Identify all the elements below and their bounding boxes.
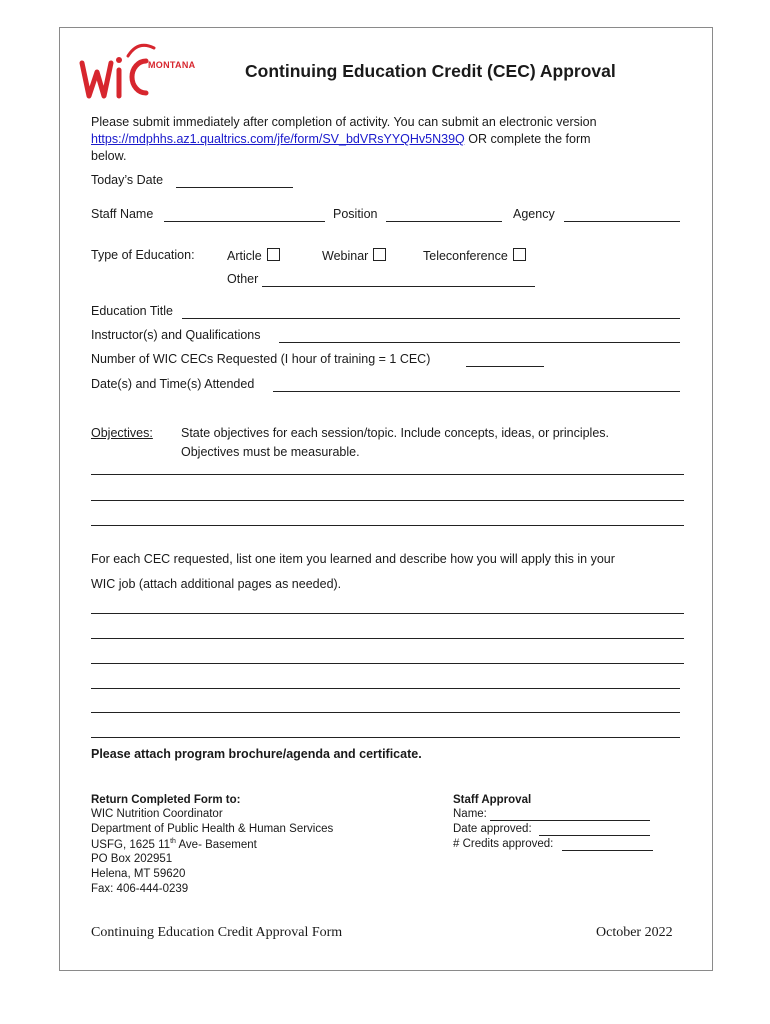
position-label: Position — [333, 207, 378, 221]
intro-after-link: OR complete the form — [464, 132, 591, 146]
staff-approval-heading: Staff Approval — [453, 794, 532, 806]
staff-name-label: Staff Name — [91, 207, 154, 221]
return-address-street: USFG, 1625 11 — [91, 838, 171, 851]
todays-date-field[interactable] — [176, 187, 293, 188]
article-label: Article — [227, 249, 262, 263]
objectives-line-1[interactable] — [91, 474, 684, 475]
teleconference-checkbox[interactable] — [513, 248, 526, 261]
objectives-label: Objectives: — [91, 426, 153, 440]
learned-text-2: WIC job (attach additional pages as needed). — [91, 577, 342, 591]
webinar-checkbox[interactable] — [373, 248, 386, 261]
agency-field[interactable] — [564, 221, 680, 222]
teleconference-label: Teleconference — [423, 249, 508, 263]
instructors-field[interactable] — [279, 342, 680, 343]
return-address-superscript: th — [170, 838, 176, 845]
return-line-6: Fax: 406-444-0239 — [91, 883, 189, 895]
webinar-label: Webinar — [322, 249, 369, 263]
education-title-label: Education Title — [91, 304, 173, 318]
position-field[interactable] — [386, 221, 502, 222]
credits-approved-field[interactable] — [562, 850, 653, 851]
date-approved-field[interactable] — [539, 835, 650, 836]
learned-line-1[interactable] — [91, 613, 684, 614]
learned-text-1: For each CEC requested, list one item you learned and describe how you will apply this in your — [91, 552, 615, 566]
webinar-option[interactable] — [322, 248, 386, 263]
objectives-line-3[interactable] — [91, 525, 684, 526]
education-title-field[interactable] — [182, 318, 680, 319]
date-approved-label: Date approved: — [453, 823, 532, 835]
cecs-requested-label: Number of WIC CECs Requested (I hour of training = 1 CEC) — [91, 352, 431, 366]
learned-line-6[interactable] — [91, 737, 680, 738]
other-label: Other — [227, 272, 259, 286]
learned-line-5[interactable] — [91, 712, 680, 713]
intro-line-1: Please submit immediately after completion of activity. You can submit an electronic version — [91, 115, 597, 129]
footer-form-name: Continuing Education Credit Approval Form — [91, 925, 343, 940]
intro-line-2 — [91, 132, 591, 146]
logo-state-name: MONTANA — [148, 60, 196, 70]
objectives-text-2: Objectives must be measurable. — [181, 445, 360, 459]
objectives-line-2[interactable] — [91, 500, 684, 501]
other-field[interactable] — [262, 286, 535, 287]
teleconference-option[interactable] — [423, 248, 526, 263]
page-title: Continuing Education Credit (CEC) Approval — [245, 61, 616, 81]
todays-date-label: Today’s Date — [91, 173, 164, 187]
return-line-2: Department of Public Health & Human Services — [91, 823, 334, 835]
agency-label: Agency — [513, 207, 555, 221]
credits-approved-label: # Credits approved: — [453, 838, 554, 850]
learned-line-3[interactable] — [91, 663, 684, 664]
return-line-3 — [91, 838, 257, 851]
dates-times-field[interactable] — [273, 391, 680, 392]
type-of-education-label: Type of Education: — [91, 248, 195, 262]
staff-name-field[interactable] — [164, 221, 325, 222]
article-option[interactable] — [227, 248, 280, 263]
intro-line-3: below. — [91, 149, 127, 163]
learned-line-2[interactable] — [91, 638, 684, 639]
footer-date: October 2022 — [596, 925, 673, 940]
return-heading: Return Completed Form to: — [91, 794, 241, 806]
approval-name-field[interactable] — [490, 820, 650, 821]
attach-note: Please attach program brochure/agenda and certificate. — [91, 747, 422, 761]
article-checkbox[interactable] — [267, 248, 280, 261]
return-line-5: Helena, MT 59620 — [91, 868, 186, 880]
dates-times-label: Date(s) and Time(s) Attended — [91, 377, 255, 391]
wic-montana-logo — [76, 38, 236, 100]
return-address-suffix: Ave- Basement — [175, 838, 257, 851]
approval-name-label: Name: — [453, 808, 487, 820]
qualtrics-link[interactable]: https://mdphhs.az1.qualtrics.com/jfe/form/SV_bdVRsYYQHv5N39Q — [91, 132, 465, 146]
return-line-4: PO Box 202951 — [91, 853, 173, 865]
instructors-label: Instructor(s) and Qualifications — [91, 328, 261, 342]
objectives-text-1: State objectives for each session/topic. Include concepts, ideas, or principles. — [181, 426, 610, 440]
learned-line-4[interactable] — [91, 688, 680, 689]
return-line-1: WIC Nutrition Coordinator — [91, 808, 223, 820]
cecs-requested-field[interactable] — [466, 366, 544, 367]
